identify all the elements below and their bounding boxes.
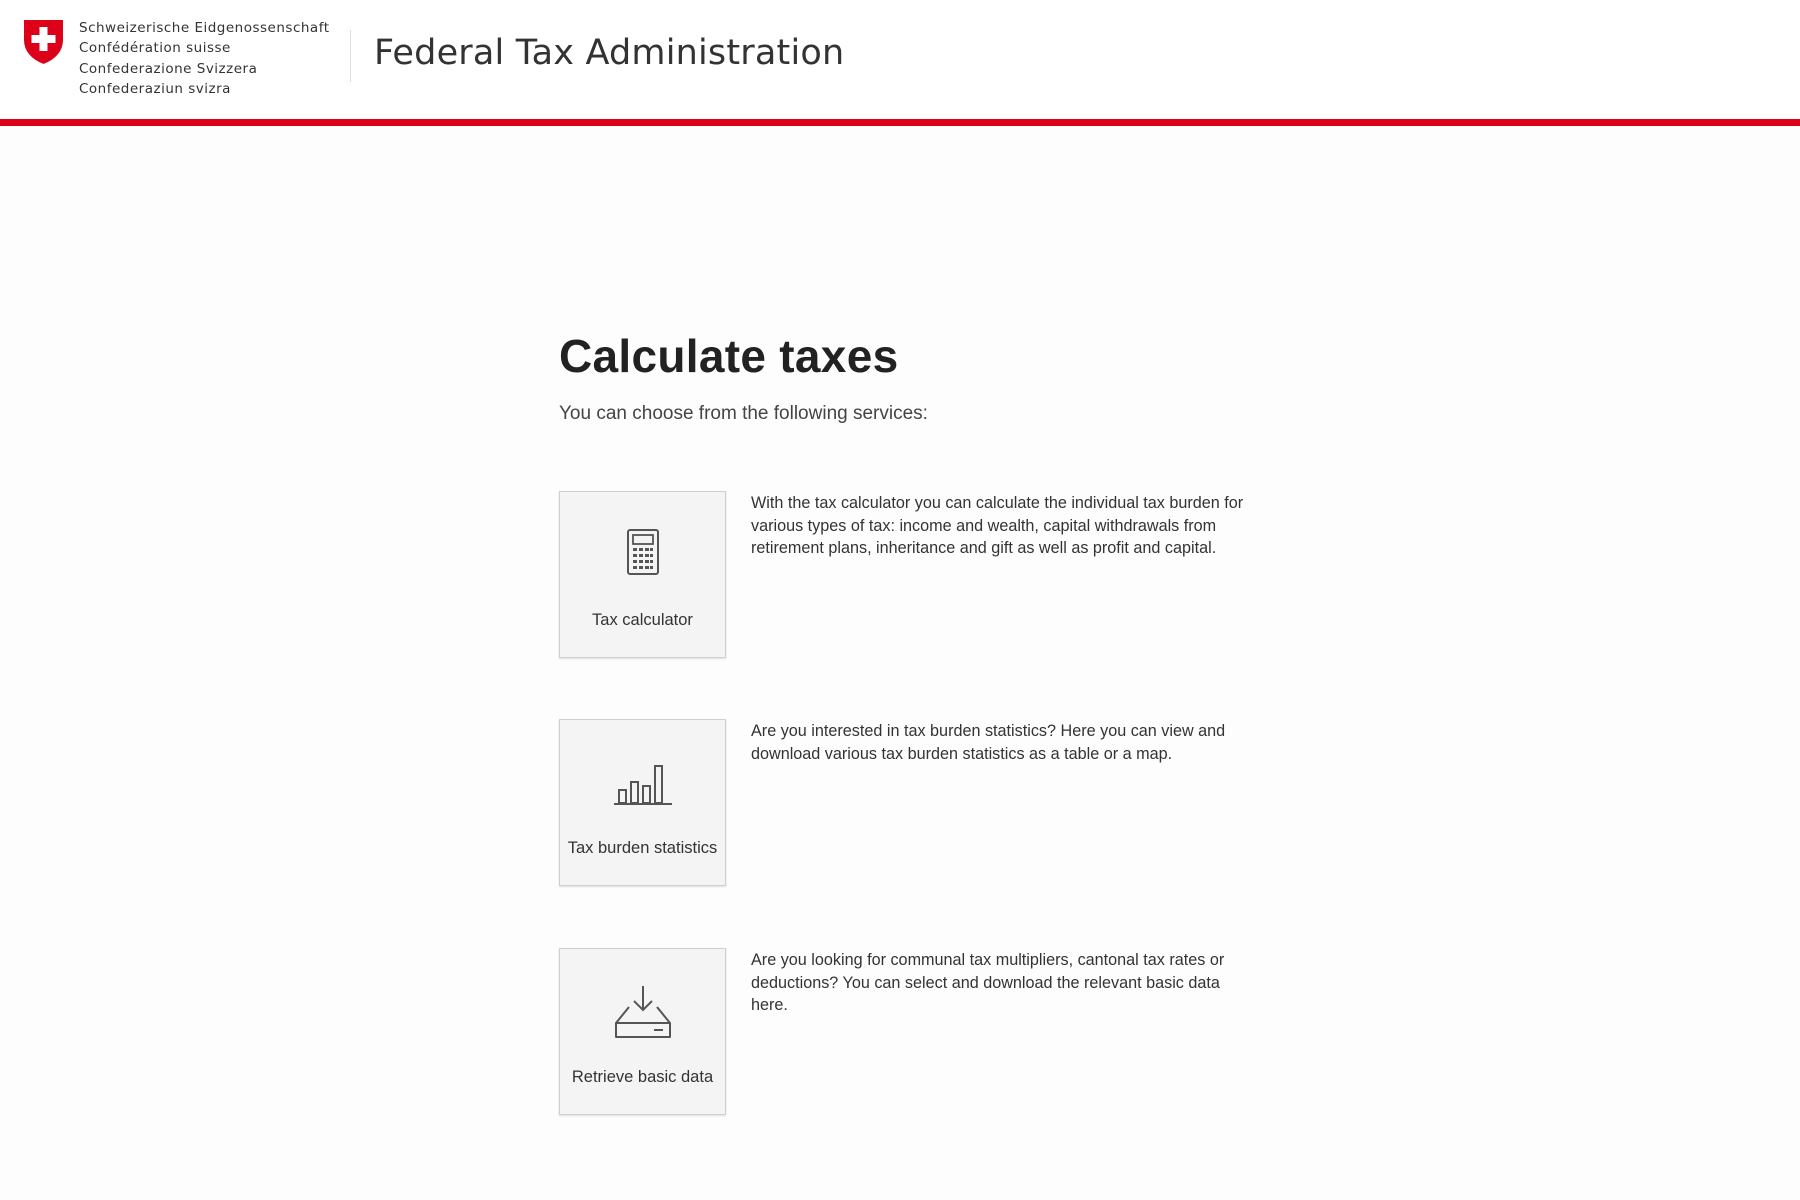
service-retrieve-basic-data [559,948,1249,1118]
swiss-crest-icon[interactable] [22,18,65,66]
service-description: Are you looking for communal tax multipliers, cantonal tax rates or deductions? You can select and download the relevant basic data here. [751,951,1225,1014]
intro-text: You can choose from the following services: [559,403,928,424]
calculator-icon [611,528,675,584]
service-tax-calculator [559,491,1249,661]
confederation-line-it: Confederazione Svizzera [79,60,258,77]
tile-label: Tax calculator [592,611,693,629]
tile-label: Retrieve basic data [571,1068,714,1086]
tax-calculator-button[interactable] [559,491,726,658]
service-description: Are you interested in tax burden statistics? Here you can view and download various tax burden statistics as a table or a map. [751,722,1226,763]
main-content [559,330,1259,424]
retrieve-basic-data-button[interactable] [559,948,726,1115]
page-title: Calculate taxes [559,330,899,382]
service-tax-burden-statistics [559,719,1249,889]
tax-burden-statistics-button[interactable] [559,719,726,886]
confederation-line-de: Schweizerische Eidgenossenschaft [79,20,330,36]
confederation-line-rm: Confederaziun svizra [79,80,231,97]
service-description: With the tax calculator you can calculate the individual tax burden for various types of tax: income and wealth, capital withdrawals from retirement plans, inheritance and gift as well as profit and capital. [751,494,1244,557]
agency-title[interactable]: Federal Tax Administration [374,33,845,73]
download-tray-icon [611,985,675,1041]
confederation-name[interactable] [79,18,330,99]
site-header [0,0,1800,126]
tile-label: Tax burden statistics [567,839,718,857]
confederation-line-fr: Confédération suisse [79,40,231,57]
bar-chart-icon [611,756,675,812]
header-divider [350,30,351,82]
